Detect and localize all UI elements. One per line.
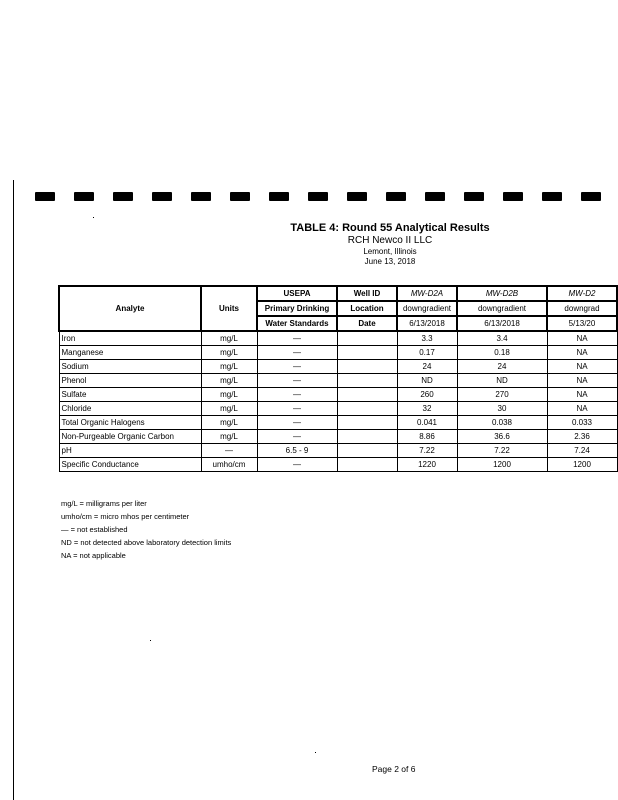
analyte-name: Iron [59,331,201,346]
result-value: 2.36 [547,430,617,444]
table-notes [61,497,231,562]
analyte-units: — [201,444,257,458]
analyte-units: mg/L [201,346,257,360]
analyte-name: Total Organic Halogens [59,416,201,430]
result-value: 3.3 [397,331,457,346]
table-row [59,360,617,374]
well-id-label: Well ID [337,286,397,301]
drinking-standard: — [257,388,337,402]
scan-speck [315,752,316,753]
analyte-header: Analyte [59,286,201,331]
analyte-name: Sodium [59,360,201,374]
well-location: downgrad [547,301,617,316]
empty-cell [337,360,397,374]
scan-speck [150,640,151,641]
empty-cell [337,331,397,346]
result-value: NA [547,360,617,374]
note-line: — = not established [61,525,128,534]
result-value: 1200 [547,458,617,472]
note-line: mg/L = milligrams per liter [61,499,147,508]
empty-cell [337,444,397,458]
title-block [260,222,520,267]
analyte-name: pH [59,444,201,458]
result-value: 7.22 [397,444,457,458]
empty-cell [337,346,397,360]
page-number: Page 2 of 6 [372,764,416,774]
result-value: 32 [397,402,457,416]
left-margin-rule [13,180,14,800]
drinking-standard: — [257,360,337,374]
analyte-name: Phenol [59,374,201,388]
table-row [59,402,617,416]
analyte-units: mg/L [201,388,257,402]
header-row-well-id [59,286,617,301]
empty-cell [337,402,397,416]
table-row [59,331,617,346]
note-line: NA = not applicable [61,551,126,560]
table-row [59,458,617,472]
table-row [59,374,617,388]
result-value: NA [547,346,617,360]
note-line: ND = not detected above laboratory detection limits [61,538,232,547]
well-id: MW-D2 [547,286,617,301]
analyte-name: Specific Conductance [59,458,201,472]
report-date: June 13, 2018 [364,257,416,266]
drinking-standard: — [257,458,337,472]
company-name: RCH Newco II LLC [347,235,433,246]
drinking-standard: — [257,430,337,444]
standard-header-line3: Water Standards [257,316,337,331]
result-value: ND [457,374,547,388]
standard-header-line1: USEPA [257,286,337,301]
result-value: 3.4 [457,331,547,346]
standard-header-line2: Primary Drinking [257,301,337,316]
sample-date: 6/13/2018 [397,316,457,331]
result-value: 0.17 [397,346,457,360]
result-value: 0.18 [457,346,547,360]
analyte-units: mg/L [201,331,257,346]
results-table [58,285,618,472]
scan-dash-border [35,192,618,201]
sample-date: 5/13/20 [547,316,617,331]
well-location: downgradient [457,301,547,316]
empty-cell [337,388,397,402]
drinking-standard: — [257,346,337,360]
analyte-name: Non-Purgeable Organic Carbon [59,430,201,444]
table-label: TABLE 4: [290,222,340,234]
analyte-units: mg/L [201,416,257,430]
table-row [59,416,617,430]
well-id: MW-D2B [457,286,547,301]
scan-speck [93,217,94,218]
result-value: 24 [457,360,547,374]
result-value: ND [397,374,457,388]
result-value: 0.033 [547,416,617,430]
drinking-standard: — [257,416,337,430]
analyte-units: mg/L [201,374,257,388]
empty-cell [337,416,397,430]
units-header: Units [201,286,257,331]
drinking-standard: — [257,331,337,346]
analyte-name: Manganese [59,346,201,360]
result-value: 7.22 [457,444,547,458]
analyte-units: mg/L [201,360,257,374]
well-location: downgradient [397,301,457,316]
result-value: 1220 [397,458,457,472]
sample-date: 6/13/2018 [457,316,547,331]
note-line: umho/cm = micro mhos per centimeter [61,512,190,521]
empty-cell [337,458,397,472]
result-value: 30 [457,402,547,416]
drinking-standard: 6.5 - 9 [257,444,337,458]
table-row [59,388,617,402]
result-value: 270 [457,388,547,402]
table-name: Round 55 Analytical Results [342,222,490,234]
analyte-units: mg/L [201,402,257,416]
location-label: Location [337,301,397,316]
well-id: MW-D2A [397,286,457,301]
result-value: 0.041 [397,416,457,430]
result-value: 260 [397,388,457,402]
table-row [59,346,617,360]
date-label: Date [337,316,397,331]
result-value: NA [547,331,617,346]
drinking-standard: — [257,374,337,388]
analyte-name: Sulfate [59,388,201,402]
analyte-units: mg/L [201,430,257,444]
result-value: 0.038 [457,416,547,430]
result-value: NA [547,374,617,388]
result-value: 7.24 [547,444,617,458]
site-location: Lemont, Illinois [363,247,417,256]
result-value: NA [547,388,617,402]
drinking-standard: — [257,402,337,416]
table-title [260,222,520,235]
result-value: NA [547,402,617,416]
analyte-units: umho/cm [201,458,257,472]
table-row [59,444,617,458]
table-row [59,430,617,444]
empty-cell [337,374,397,388]
result-value: 1200 [457,458,547,472]
analyte-name: Chloride [59,402,201,416]
empty-cell [337,430,397,444]
result-value: 24 [397,360,457,374]
result-value: 8.86 [397,430,457,444]
result-value: 36.6 [457,430,547,444]
